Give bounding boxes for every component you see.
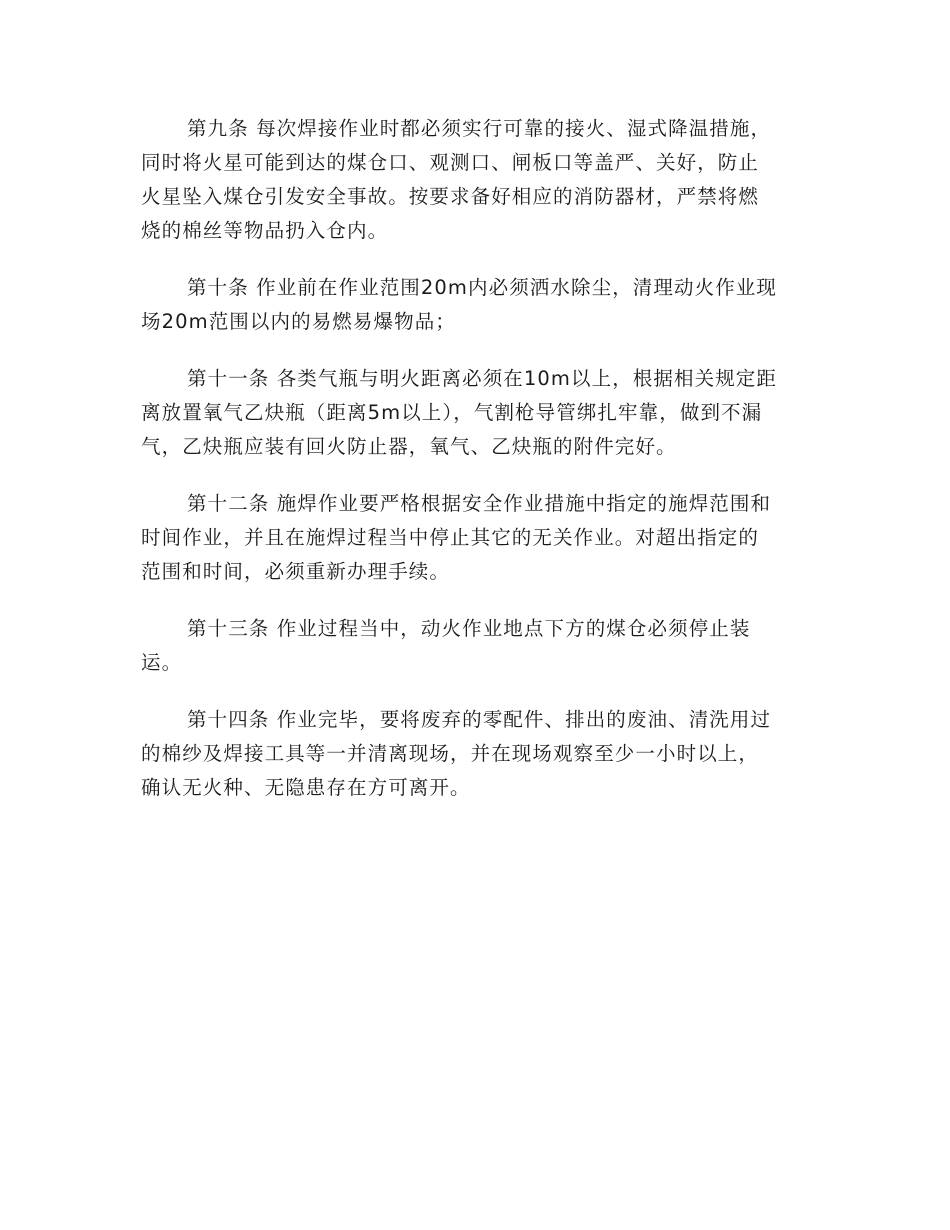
paragraph-line: 范围和时间，必须重新办理手续。 bbox=[141, 560, 451, 583]
paragraph-line: 气，乙炔瓶应装有回火防止器，氧气、乙炔瓶的附件完好。 bbox=[141, 435, 677, 458]
paragraph-line: 第十二条 施焊作业要严格根据安全作业措施中指定的施焊范围和 bbox=[187, 492, 772, 515]
paragraph-line: 场20m范围以内的易燃易爆物品； bbox=[141, 310, 456, 333]
paragraph-line: 同时将火星可能到达的煤仓口、观测口、闸板口等盖严、关好，防止 bbox=[141, 151, 760, 174]
article-13-paragraph bbox=[141, 612, 813, 680]
paragraph-line: 第十一条 各类气瓶与明火距离必须在10m以上，根据相关规定距 bbox=[187, 367, 778, 390]
paragraph-line: 时间作业，并且在施焊过程当中停止其它的无关作业。对超出指定的 bbox=[141, 526, 760, 549]
article-9-paragraph bbox=[141, 112, 813, 248]
paragraph-line: 第十四条 作业完毕，要将废弃的零配件、排出的废油、清洗用过 bbox=[187, 708, 772, 731]
paragraph-line: 确认无火种、无隐患存在方可离开。 bbox=[141, 776, 471, 799]
paragraph-line: 的棉纱及焊接工具等一并清离现场，并在现场观察至少一小时以上， bbox=[141, 742, 760, 765]
paragraph-line: 离放置氧气乙炔瓶（距离5m以上），气割枪导管绑扎牢靠，做到不漏 bbox=[141, 401, 763, 424]
paragraph-line: 第十条 作业前在作业范围20m内必须洒水除尘，清理动火作业现 bbox=[187, 276, 778, 299]
paragraph-line: 第十三条 作业过程当中，动火作业地点下方的煤仓必须停止装 bbox=[187, 617, 751, 640]
document-body bbox=[141, 112, 813, 828]
paragraph-line: 第九条 每次焊接作业时都必须实行可靠的接火、湿式降温措施， bbox=[187, 117, 772, 140]
paragraph-line: 运。 bbox=[141, 651, 183, 674]
paragraph-line: 烧的棉丝等物品扔入仓内。 bbox=[141, 219, 389, 242]
article-14-paragraph bbox=[141, 703, 813, 805]
paragraph-line: 火星坠入煤仓引发安全事故。按要求备好相应的消防器材，严禁将燃 bbox=[141, 185, 760, 208]
article-12-paragraph bbox=[141, 487, 813, 589]
article-11-paragraph bbox=[141, 362, 813, 464]
article-10-paragraph bbox=[141, 271, 813, 339]
